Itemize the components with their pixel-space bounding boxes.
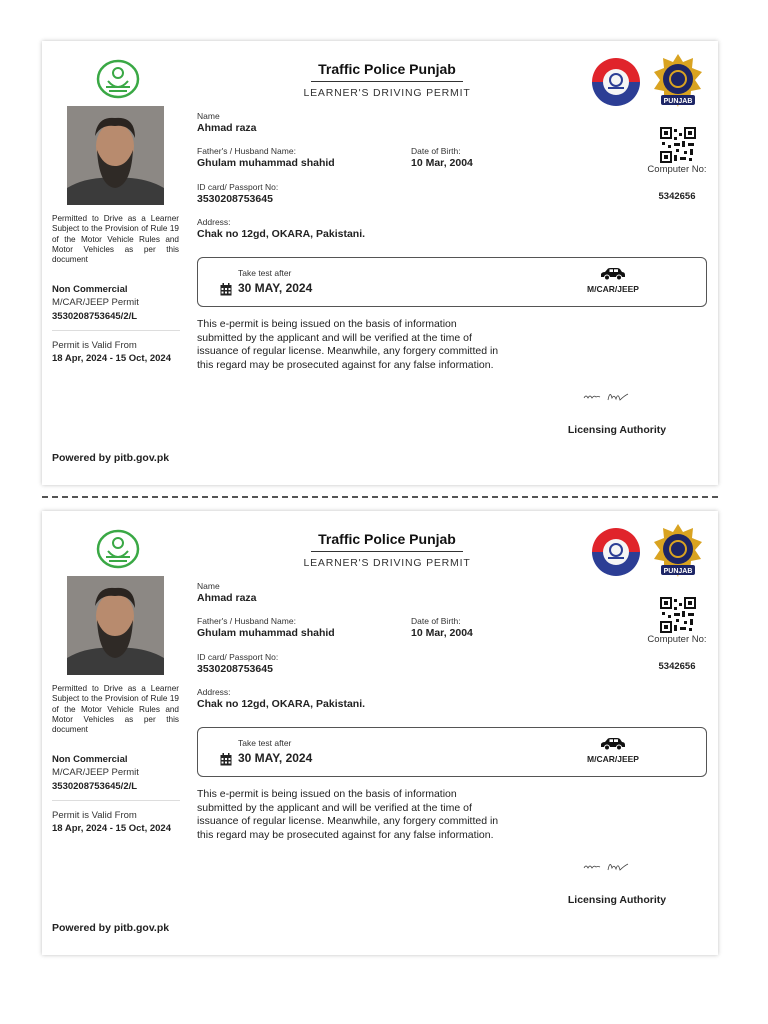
page-title: Traffic Police Punjab (318, 531, 456, 547)
badge-text: PUNJAB (663, 568, 693, 575)
signature-icon (582, 386, 632, 406)
cut-line (42, 496, 718, 498)
permitted-text: Permitted to Drive as a Learner Subject to the Provision of Rule 19 of the Motor Vehicle Rules and Motor Vehicles as per this document (52, 214, 179, 264)
title-underline (311, 81, 463, 82)
id-label: ID card/ Passport No: (197, 652, 279, 662)
permit-card (42, 41, 718, 485)
licensing-authority: Licensing Authority (567, 894, 667, 906)
page-title: Traffic Police Punjab (318, 61, 456, 77)
father-label: Father's / Husband Name: (197, 616, 296, 626)
computer-no-label: Computer No: (647, 164, 707, 175)
applicant-photo (67, 576, 164, 675)
name-label: Name (197, 581, 220, 591)
title-underline (311, 551, 463, 552)
test-label: Take test after (238, 738, 292, 748)
computer-no-value: 5342656 (658, 661, 696, 672)
permit-card (42, 511, 718, 955)
punjab-police-badge-icon (652, 522, 704, 582)
name-value: Ahmad raza (197, 592, 257, 604)
permit-subtitle: LEARNER'S DRIVING PERMIT (303, 557, 471, 569)
test-date: 30 MAY, 2024 (238, 281, 313, 295)
father-value: Ghulam muhammad shahid (197, 157, 335, 169)
category-value: Non Commercial (52, 284, 128, 295)
address-value: Chak no 12gd, OKARA, Pakistani. (197, 698, 366, 710)
vehicle-class: M/CAR/JEEP (587, 284, 639, 294)
dob-label: Date of Birth: (411, 616, 461, 626)
car-icon (599, 737, 627, 751)
id-value: 3530208753645 (197, 663, 273, 675)
dob-value: 10 Mar, 2004 (411, 627, 473, 639)
applicant-photo (67, 106, 164, 205)
permit-number: 3530208753645/2/L (52, 781, 138, 792)
police-logo-icon (590, 526, 642, 578)
test-date-box (197, 257, 707, 307)
calendar-icon (220, 283, 232, 296)
permitted-text: Permitted to Drive as a Learner Subject to the Provision of Rule 19 of the Motor Vehicle Rules and Motor Vehicles as per this document (52, 684, 179, 734)
computer-no-label: Computer No: (647, 634, 707, 645)
test-date-box (197, 727, 707, 777)
valid-range: 18 Apr, 2024 - 15 Oct, 2024 (52, 823, 172, 834)
test-date: 30 MAY, 2024 (238, 751, 313, 765)
police-logo-icon (590, 56, 642, 108)
id-value: 3530208753645 (197, 193, 273, 205)
id-label: ID card/ Passport No: (197, 182, 279, 192)
left-divider (52, 800, 180, 801)
qr-code-icon (660, 597, 696, 633)
qr-code-icon (660, 127, 696, 163)
address-value: Chak no 12gd, OKARA, Pakistani. (197, 228, 366, 240)
permit-type: M/CAR/JEEP Permit (52, 297, 139, 308)
dob-value: 10 Mar, 2004 (411, 157, 473, 169)
permit-type: M/CAR/JEEP Permit (52, 767, 139, 778)
car-icon (599, 267, 627, 281)
valid-range: 18 Apr, 2024 - 15 Oct, 2024 (52, 353, 172, 364)
punjab-emblem-icon (96, 59, 140, 99)
name-label: Name (197, 111, 220, 121)
left-divider (52, 330, 180, 331)
permit-subtitle: LEARNER'S DRIVING PERMIT (303, 87, 471, 99)
address-label: Address: (197, 687, 231, 697)
punjab-emblem-icon (96, 529, 140, 569)
name-value: Ahmad raza (197, 122, 257, 134)
powered-by: Powered by pitb.gov.pk (52, 922, 170, 934)
calendar-icon (220, 753, 232, 766)
valid-label: Permit is Valid From (52, 810, 137, 821)
father-value: Ghulam muhammad shahid (197, 627, 335, 639)
badge-text: PUNJAB (663, 98, 693, 105)
notice-text: This e-permit is being issued on the basis of information submitted by the applicant and will be verified at the time of issuance of regular license. Meanwhile, any forgery committed in this regard may be prosecuted against for any false information. (197, 788, 499, 841)
father-label: Father's / Husband Name: (197, 146, 296, 156)
licensing-authority: Licensing Authority (567, 424, 667, 436)
powered-by: Powered by pitb.gov.pk (52, 452, 170, 464)
notice-text: This e-permit is being issued on the basis of information submitted by the applicant and will be verified at the time of issuance of regular license. Meanwhile, any forgery committed in this regard may be prosecuted against for any false information. (197, 318, 499, 371)
dob-label: Date of Birth: (411, 146, 461, 156)
valid-label: Permit is Valid From (52, 340, 137, 351)
permit-number: 3530208753645/2/L (52, 311, 138, 322)
test-label: Take test after (238, 268, 292, 278)
computer-no-value: 5342656 (658, 191, 696, 202)
address-label: Address: (197, 217, 231, 227)
vehicle-class: M/CAR/JEEP (587, 754, 639, 764)
signature-icon (582, 856, 632, 876)
category-value: Non Commercial (52, 754, 128, 765)
punjab-police-badge-icon (652, 52, 704, 112)
